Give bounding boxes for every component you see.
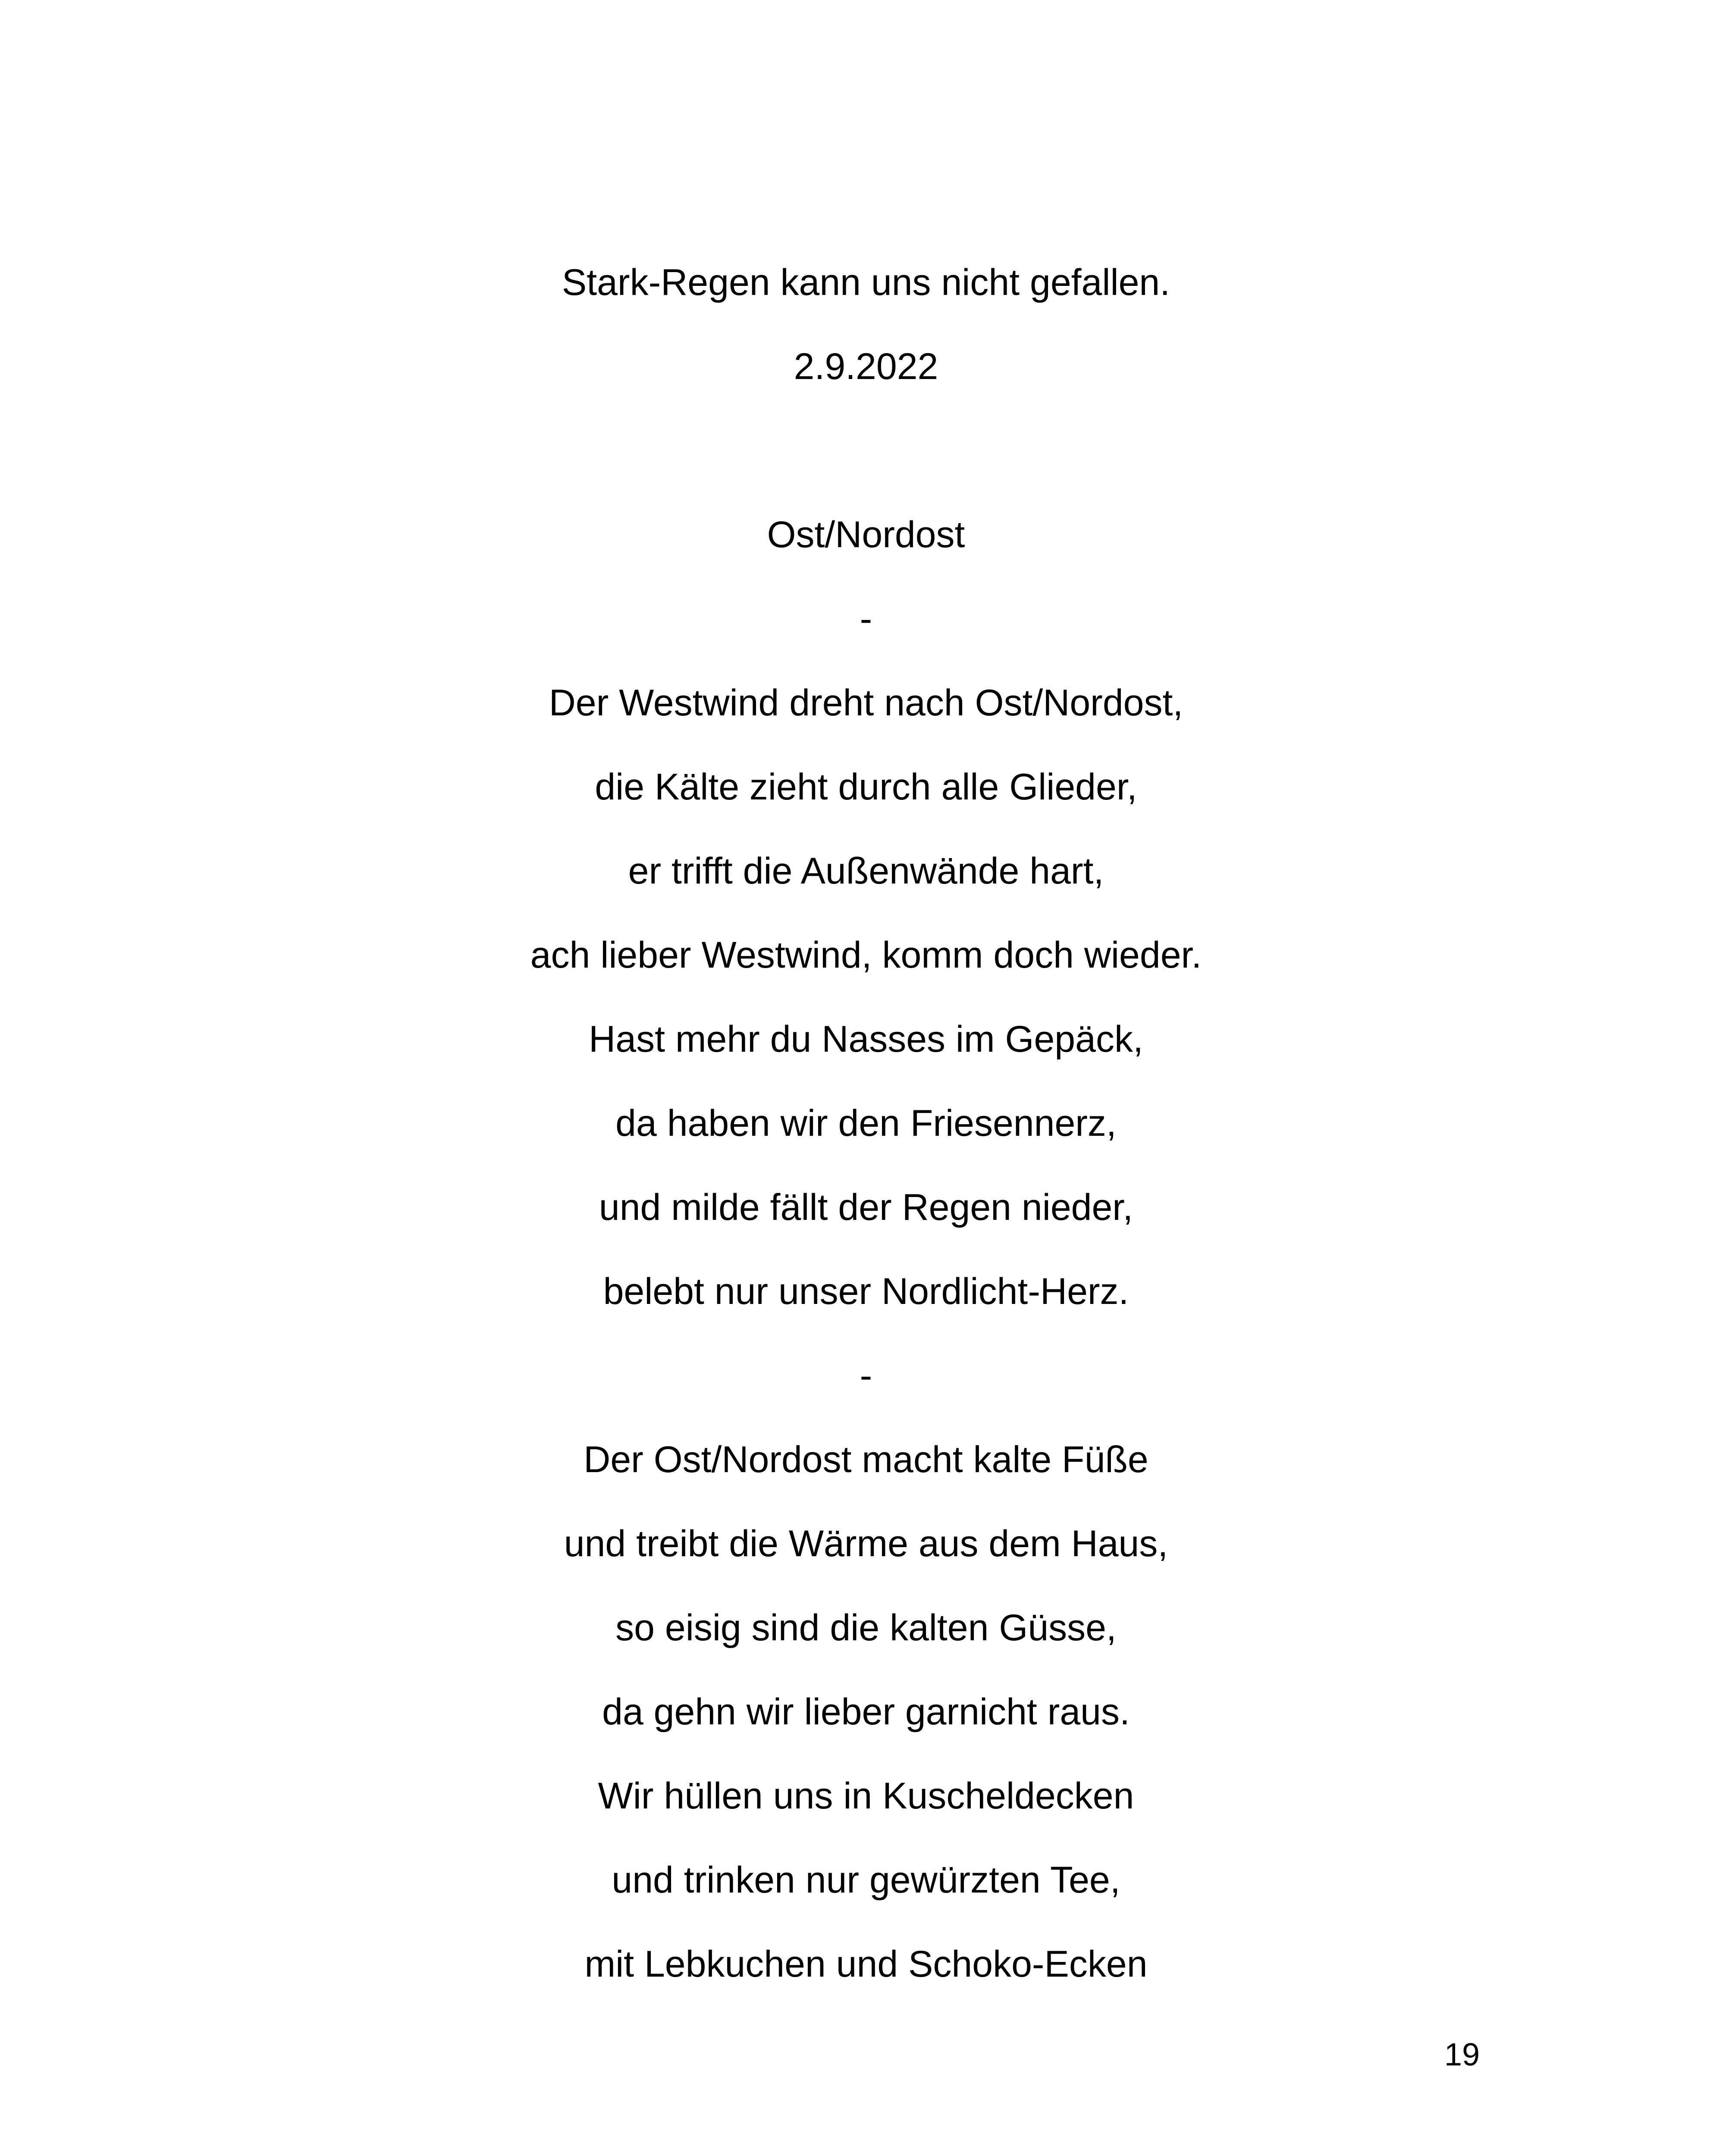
poem-line: und trinken nur gewürzten Tee, xyxy=(612,1859,1120,1901)
poem-line: so eisig sind die kalten Güsse, xyxy=(615,1607,1117,1648)
stanza-separator: - xyxy=(860,1355,872,1396)
poem-line: da gehn wir lieber garnicht raus. xyxy=(602,1691,1130,1733)
poem-subtitle: Stark-Regen kann uns nicht gefallen. xyxy=(562,262,1170,303)
poem-line: Der Ost/Nordost macht kalte Füße xyxy=(584,1439,1148,1480)
poem-line: er trifft die Außenwände hart, xyxy=(628,850,1104,892)
poem-line: Hast mehr du Nasses im Gepäck, xyxy=(589,1018,1143,1060)
stanza-separator: - xyxy=(860,598,872,639)
page-number: 19 xyxy=(1444,2037,1480,2072)
poem-line: Wir hüllen uns in Kuscheldecken xyxy=(598,1775,1134,1817)
poem-line: da haben wir den Friesennerz, xyxy=(615,1103,1117,1144)
poem-line: Der Westwind dreht nach Ost/Nordost, xyxy=(549,682,1183,724)
poem-line: die Kälte zieht durch alle Glieder, xyxy=(595,766,1137,808)
poem-line: ach lieber Westwind, komm doch wieder. xyxy=(530,934,1202,976)
poem-line: belebt nur unser Nordlicht-Herz. xyxy=(603,1271,1129,1312)
poem-line: und treibt die Wärme aus dem Haus, xyxy=(564,1523,1168,1564)
poem-line: und milde fällt der Regen nieder, xyxy=(599,1187,1133,1228)
poem-line: mit Lebkuchen und Schoko-Ecken xyxy=(584,1943,1148,1985)
poem-title: Ost/Nordost xyxy=(767,514,965,555)
poem-date: 2.9.2022 xyxy=(794,346,938,387)
